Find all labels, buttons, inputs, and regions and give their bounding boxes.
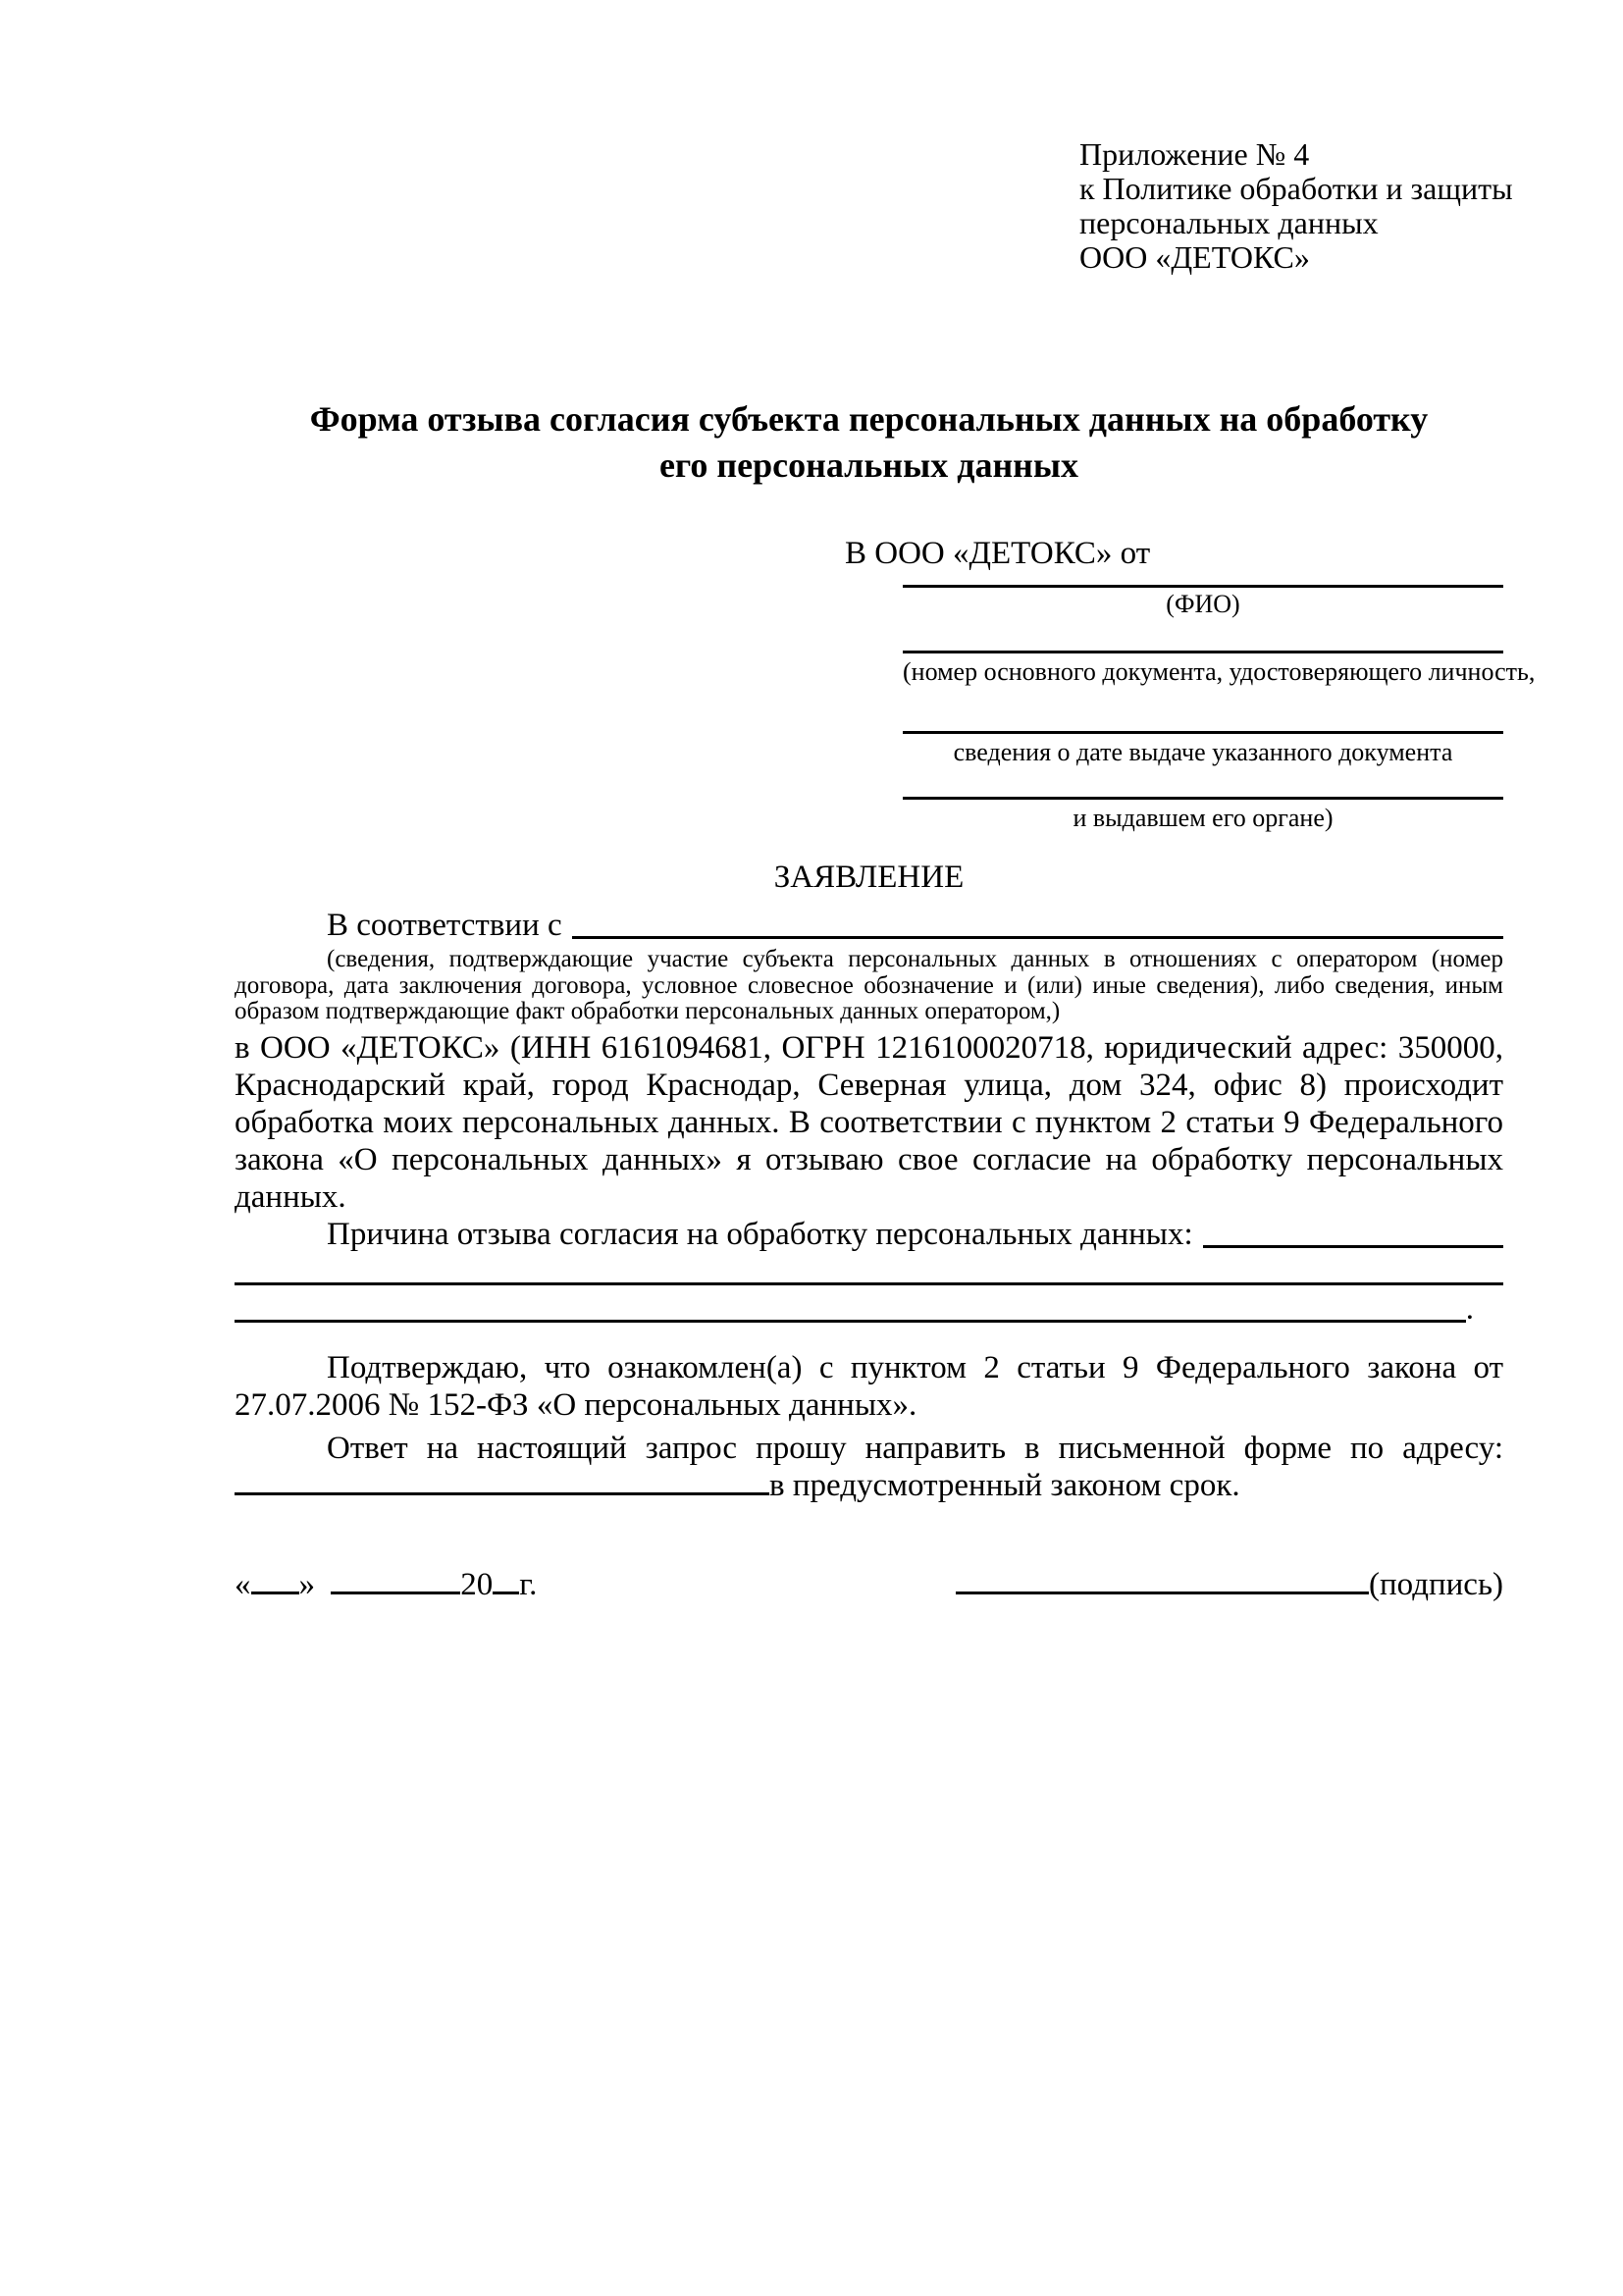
reply-address-row	[235, 1467, 1503, 1504]
reply-address-blank-line	[235, 1487, 769, 1495]
in-accordance-label: В соответствии с	[327, 908, 562, 943]
statement-heading: ЗАЯВЛЕНИЕ	[773, 860, 965, 895]
reason-label: Причина отзыва согласия на обработку персональных данных:	[327, 1216, 1193, 1252]
date-signature-row	[235, 1565, 1503, 1604]
reason-blank-line-3	[235, 1290, 1503, 1328]
title-line: его персональных данных	[658, 445, 1079, 485]
issue-date-caption: сведения о дате выдаче указанного документа	[953, 738, 1453, 766]
issuing-authority-caption: и выдавшем его органе)	[1073, 804, 1334, 832]
year-blank-line	[493, 1587, 519, 1594]
signature-blank-line	[956, 1587, 1369, 1594]
year-prefix: 20	[460, 1566, 494, 1602]
signature-field	[956, 1565, 1503, 1604]
signature-caption: (подпись)	[1369, 1566, 1503, 1602]
year-suffix: г.	[519, 1566, 538, 1602]
footnote-text: (сведения, подтверждающие участие субъекта персональных данных в отношениях с оператором (номер договора, дата заключения договора, условное словесное обозначение и (или) иные сведения), либо сведения, иным образом подтверждающие факт обработки персональных данных оператором,)	[235, 946, 1503, 1024]
reason-blank-line-2	[235, 1253, 1503, 1290]
reason-blank-line	[1203, 1245, 1503, 1248]
annex-line: к Политике обработки и защиты	[1079, 171, 1513, 206]
body-paragraph: в ООО «ДЕТОКС» (ИНН 6161094681, ОГРН 1216100020718, юридический адрес: 350000, Краснодарский край, город Краснодар, Северная улица, дом 324, офис 8) происходит обработка моих персональных данных. В соответствии с пунктом 2 статьи 9 Федерального закона «О персональных данных» я отзываю свое согласие на обработку персональных данных.	[235, 1029, 1503, 1215]
open-quote: «	[235, 1566, 251, 1602]
close-quote: »	[298, 1566, 315, 1602]
issuing-authority-blank-line	[903, 797, 1503, 800]
day-blank-line	[251, 1587, 299, 1594]
annex-line: персональных данных	[1079, 205, 1379, 240]
reply-tail-text: в предусмотренный законом срок.	[769, 1467, 1240, 1503]
reason-row	[235, 1216, 1503, 1253]
fio-caption: (ФИО)	[1166, 590, 1240, 618]
in-accordance-blank-line	[572, 936, 1503, 939]
document-title	[235, 396, 1503, 489]
addressee-label: В ООО «ДЕТОКС» от	[845, 536, 1151, 571]
in-accordance-row	[235, 907, 1503, 944]
confirmation-paragraph: Подтверждаю, что ознакомлен(а) с пунктом 2 статьи 9 Федерального закона от 27.07.2006 № 152-ФЗ «О персональных данных».	[235, 1349, 1503, 1423]
title-line: Форма отзыва согласия субъекта персональных данных на обработку	[309, 399, 1429, 439]
date-field	[235, 1565, 537, 1604]
document-number-caption: (номер основного документа, удостоверяющего личность,	[903, 657, 1536, 686]
issue-date-blank-line	[903, 731, 1503, 734]
month-blank-line	[331, 1587, 460, 1594]
annex-line: Приложение № 4	[1079, 136, 1310, 172]
trailing-period: .	[1465, 1290, 1474, 1327]
statement-body	[235, 907, 1503, 1604]
reply-paragraph: Ответ на настоящий запрос прошу направить в письменной форме по адресу:	[327, 1430, 1503, 1466]
annex-header	[1079, 137, 1513, 275]
annex-line: ООО «ДЕТОКС»	[1079, 239, 1310, 275]
fio-blank-line	[903, 585, 1503, 588]
document-number-blank-line	[903, 651, 1503, 653]
